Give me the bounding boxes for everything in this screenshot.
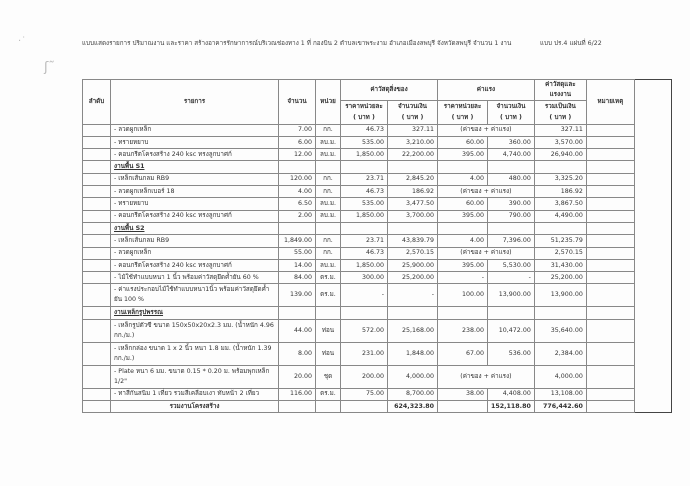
material-amount: 327.11 [388, 124, 438, 136]
material-amount: 25,200.00 [388, 272, 438, 284]
empty-cell [586, 307, 634, 319]
qty-cell: 7.00 [279, 124, 316, 136]
table-row [83, 284, 672, 307]
seq-cell [83, 149, 111, 161]
material-amount: 4,000.00 [388, 365, 438, 388]
material-amount: 186.92 [388, 186, 438, 198]
material-amount: 1,848.00 [388, 342, 438, 365]
qty-cell: 12.00 [279, 149, 316, 161]
seq-cell [83, 186, 111, 198]
qty-cell: 2.00 [279, 210, 316, 222]
row-total: 4,490.00 [534, 210, 586, 222]
remark-cell [586, 186, 634, 198]
item-description: - คอนกรีตโครงสร้าง 240 ksc ทรงลูกบาศก์ [111, 259, 279, 271]
row-total: 4,000.00 [534, 365, 586, 388]
section-row [83, 222, 672, 234]
labor-amount: 4,408.00 [488, 388, 535, 400]
remark-cell [586, 272, 634, 284]
unit-cell: ตร.ม. [316, 284, 341, 307]
empty-cell [388, 161, 438, 173]
remark-cell [586, 247, 634, 259]
qty-cell: 8.00 [279, 342, 316, 365]
material-unit-price: 535.00 [341, 198, 388, 210]
seq-cell [83, 342, 111, 365]
material-amount: - [388, 284, 438, 307]
row-total: 31,430.00 [534, 259, 586, 271]
seq-cell [83, 136, 111, 148]
empty-cell [341, 222, 388, 234]
seq-cell [83, 272, 111, 284]
remark-cell [586, 388, 634, 400]
row-total: 2,570.15 [534, 247, 586, 259]
empty-cell [438, 222, 488, 234]
empty-cell [316, 222, 341, 234]
grand-total: 776,442.60 [534, 401, 586, 413]
empty-cell [438, 161, 488, 173]
row-total: 327.11 [534, 124, 586, 136]
item-description: - เหล็กเส้นกลม RB9 [111, 235, 279, 247]
labor-amount: - [488, 272, 535, 284]
qty-cell: 139.00 [279, 284, 316, 307]
empty-cell [279, 222, 316, 234]
qty-cell: 84.00 [279, 272, 316, 284]
labor-amount: 390.00 [488, 198, 535, 210]
seq-cell [83, 198, 111, 210]
material-unit-price: 46.73 [341, 124, 388, 136]
remark-cell [586, 319, 634, 342]
remark-cell [586, 235, 634, 247]
unit-cell: กก. [316, 247, 341, 259]
item-description: - เหล็กกล่อง ขนาด 1 x 2 นิ้ว หนา 1.8 มม. (น้ำหนัก 1.39 กก./ม.) [111, 342, 279, 365]
combined-note: (ค่าของ + ค่าแรง) [438, 124, 535, 136]
remark-cell [586, 149, 634, 161]
row-total: 26,940.00 [534, 149, 586, 161]
labor-unit-price: 60.00 [438, 136, 488, 148]
labor-amount: 7,396.00 [488, 235, 535, 247]
table-row [83, 235, 672, 247]
item-description: - ลวดผูกเหล็กเบอร์ 18 [111, 186, 279, 198]
material-unit-price: 23.71 [341, 173, 388, 185]
qty-cell: 14.00 [279, 259, 316, 271]
document-title: แบบแสดงรายการ ปริมาณงาน และราคา สร้างอาคารรักษาการณ์บริเวณช่องทาง 1 ที่ กองบิน 2 ตำบลเขาพระงาม อำเภอเมืองลพบุรี จังหวัดลพบุรี จำนวน 1 งาน [82, 40, 512, 47]
unit-cell: กก. [316, 173, 341, 185]
seq-cell [83, 259, 111, 271]
form-reference: แบบ ปร.4 แผ่นที่ 6/22 [540, 40, 602, 47]
labor-unit-price: 395.00 [438, 149, 488, 161]
unit-cell: ลบ.ม. [316, 210, 341, 222]
labor-amount: 536.00 [488, 342, 535, 365]
header-labor: ค่าแรง [438, 80, 535, 101]
seq-cell [83, 319, 111, 342]
seq-cell [83, 210, 111, 222]
header-total-group: ค่าวัสดุและแรงงาน [534, 80, 586, 101]
unit-cell: ลบ.ม. [316, 136, 341, 148]
material-amount: 22,200.00 [388, 149, 438, 161]
empty-cell [316, 161, 341, 173]
combined-note: (ค่าของ + ค่าแรง) [438, 365, 535, 388]
material-unit-price: 300.00 [341, 272, 388, 284]
qty-cell: 44.00 [279, 319, 316, 342]
scan-artifact: ʃ˜ [44, 60, 55, 75]
empty-cell [438, 307, 488, 319]
labor-unit-price: 60.00 [438, 198, 488, 210]
item-description: - คอนกรีตโครงสร้าง 240 ksc ทรงลูกบาศก์ [111, 210, 279, 222]
item-description: - ค่าแรงประกอบไม้ใช้ทำแบบหนา1นิ้ว พร้อมค่าวัสดุยึดค้ำยัน 100 % [111, 284, 279, 307]
labor-amount: 480.00 [488, 173, 535, 185]
header-remark: หมายเหตุ [586, 80, 634, 125]
unit-cell: ลบ.ม. [316, 259, 341, 271]
table-row [83, 259, 672, 271]
item-description: - ลวดผูกเหล็ก [111, 247, 279, 259]
material-amount: 2,570.15 [388, 247, 438, 259]
qty-cell: 6.00 [279, 136, 316, 148]
table-row [83, 365, 672, 388]
row-total: 13,900.00 [534, 284, 586, 307]
labor-amount: 4,740.00 [488, 149, 535, 161]
section-title: งานพื้น S1 [111, 161, 279, 173]
seq-cell [83, 124, 111, 136]
labor-unit-price: 395.00 [438, 210, 488, 222]
header-baht: ( บาท ) [488, 112, 535, 124]
table-row [83, 173, 672, 185]
material-unit-price: 23.71 [341, 235, 388, 247]
remark-cell [586, 173, 634, 185]
seq-cell [83, 222, 111, 234]
empty-cell [586, 161, 634, 173]
item-description: - ลวดผูกเหล็ก [111, 124, 279, 136]
material-amount: 3,700.00 [388, 210, 438, 222]
remark-cell [586, 342, 634, 365]
unit-cell: ท่อน [316, 319, 341, 342]
remark-cell [586, 365, 634, 388]
row-total: 186.92 [534, 186, 586, 198]
seq-cell [83, 388, 111, 400]
seq-cell [83, 307, 111, 319]
labor-amount: 790.00 [488, 210, 535, 222]
unit-cell: ตร.ม. [316, 388, 341, 400]
table-row [83, 124, 672, 136]
table-row [83, 186, 672, 198]
empty-cell [534, 222, 586, 234]
item-description: - ไม้ใช้ทำแบบหนา 1 นิ้ว พร้อมค่าวัสดุยึดค้ำยัน 60 % [111, 272, 279, 284]
table-row [83, 272, 672, 284]
header-labor-amount: จำนวนเงิน [488, 101, 535, 113]
unit-cell: ตร.ม. [316, 272, 341, 284]
header-item: รายการ [111, 80, 279, 125]
seq-cell [83, 365, 111, 388]
item-description: - เหล็กรูปตัวซี ขนาด 150x50x20x2.3 มม. (น้ำหนัก 4.96 กก./ม.) [111, 319, 279, 342]
header-material: ค่าวัสดุสิ่งของ [341, 80, 438, 101]
empty-cell [341, 161, 388, 173]
labor-unit-price: 67.00 [438, 342, 488, 365]
total-label: รวมงานโครงสร้าง [111, 401, 279, 413]
empty-cell [388, 222, 438, 234]
unit-cell: ท่อน [316, 342, 341, 365]
remark-cell [586, 124, 634, 136]
header-material-unit-price: ราคาหน่วยละ [341, 101, 388, 113]
qty-cell: 116.00 [279, 388, 316, 400]
material-unit-price: 46.73 [341, 186, 388, 198]
empty-cell [279, 161, 316, 173]
header-material-amount: จำนวนเงิน [388, 101, 438, 113]
empty-cell [534, 307, 586, 319]
labor-unit-price: 4.00 [438, 235, 488, 247]
table-row [83, 388, 672, 400]
seq-cell [83, 235, 111, 247]
material-amount: 43,839.79 [388, 235, 438, 247]
row-total: 13,108.00 [534, 388, 586, 400]
remark-cell [586, 136, 634, 148]
material-unit-price: 46.73 [341, 247, 388, 259]
unit-cell: กก. [316, 186, 341, 198]
material-unit-price: 572.00 [341, 319, 388, 342]
row-total: 3,325.20 [534, 173, 586, 185]
section-row [83, 161, 672, 173]
header-baht: ( บาท ) [438, 112, 488, 124]
total-material-amount: 624,323.80 [388, 401, 438, 413]
labor-unit-price: 4.00 [438, 173, 488, 185]
table-row [83, 247, 672, 259]
empty-cell [316, 307, 341, 319]
qty-cell: 6.50 [279, 198, 316, 210]
row-total: 51,235.79 [534, 235, 586, 247]
scan-artifact: ·˙ [18, 36, 27, 47]
labor-unit-price: 38.00 [438, 388, 488, 400]
table-row [83, 319, 672, 342]
seq-cell [83, 284, 111, 307]
empty-cell [488, 307, 535, 319]
material-unit-price: - [341, 284, 388, 307]
total-labor-amount: 152,118.80 [488, 401, 535, 413]
table-row [83, 149, 672, 161]
combined-note: (ค่าของ + ค่าแรง) [438, 247, 535, 259]
remark-cell [586, 259, 634, 271]
unit-cell: ชุด [316, 365, 341, 388]
qty-cell: 4.00 [279, 186, 316, 198]
empty-cell [534, 161, 586, 173]
unit-cell: กก. [316, 235, 341, 247]
item-description: - Plate หนา 6 มม. ขนาด 0.15 * 0.20 ม. พร้อมพุกเหล็ก 1/2" [111, 365, 279, 388]
empty-cell [488, 222, 535, 234]
labor-amount: 10,472.00 [488, 319, 535, 342]
bill-of-quantities-table [82, 79, 672, 413]
row-total: 3,570.00 [534, 136, 586, 148]
item-description: - ทรายหยาบ [111, 198, 279, 210]
unit-cell: กก. [316, 124, 341, 136]
remark-cell [586, 284, 634, 307]
section-title: งานเหล็กรูปพรรณ [111, 307, 279, 319]
remark-cell [586, 198, 634, 210]
qty-cell: 120.00 [279, 173, 316, 185]
material-amount: 25,168.00 [388, 319, 438, 342]
header-baht: ( บาท ) [534, 112, 586, 124]
item-description: - ทรายหยาบ [111, 136, 279, 148]
material-amount: 2,845.20 [388, 173, 438, 185]
seq-cell [83, 161, 111, 173]
section-row [83, 307, 672, 319]
material-unit-price: 1,850.00 [341, 259, 388, 271]
qty-cell: 20.00 [279, 365, 316, 388]
row-total: 2,384.00 [534, 342, 586, 365]
material-amount: 25,900.00 [388, 259, 438, 271]
table-row [83, 342, 672, 365]
labor-amount: 5,530.00 [488, 259, 535, 271]
empty-cell [586, 222, 634, 234]
seq-cell [83, 173, 111, 185]
qty-cell: 1,849.00 [279, 235, 316, 247]
empty-cell [388, 307, 438, 319]
item-description: - ทาสีกันสนิม 1 เที่ยว รวมสีเคลือบเงา ทับหน้า 2 เที่ยว [111, 388, 279, 400]
material-amount: 3,210.00 [388, 136, 438, 148]
item-description: - คอนกรีตโครงสร้าง 240 ksc ทรงลูกบาศก์ [111, 149, 279, 161]
table-row [83, 198, 672, 210]
header-baht: ( บาท ) [388, 112, 438, 124]
labor-unit-price: - [438, 272, 488, 284]
material-amount: 8,700.00 [388, 388, 438, 400]
material-unit-price: 231.00 [341, 342, 388, 365]
row-total: 35,640.00 [534, 319, 586, 342]
combined-note: (ค่าของ + ค่าแรง) [438, 186, 535, 198]
empty-cell [279, 307, 316, 319]
table-row [83, 136, 672, 148]
section-title: งานพื้น S2 [111, 222, 279, 234]
total-row [83, 401, 672, 413]
remark-cell [586, 210, 634, 222]
row-total: 25,200.00 [534, 272, 586, 284]
row-total: 3,867.50 [534, 198, 586, 210]
material-amount: 3,477.50 [388, 198, 438, 210]
qty-cell: 55.00 [279, 247, 316, 259]
labor-unit-price: 238.00 [438, 319, 488, 342]
material-unit-price: 200.00 [341, 365, 388, 388]
empty-cell [488, 161, 535, 173]
unit-cell: ลบ.ม. [316, 198, 341, 210]
header-baht: ( บาท ) [341, 112, 388, 124]
header-unit: หน่วย [316, 80, 341, 125]
material-unit-price: 1,850.00 [341, 149, 388, 161]
header-sum-total: รวมเป็นเงิน [534, 101, 586, 113]
seq-cell [83, 247, 111, 259]
unit-cell: ลบ.ม. [316, 149, 341, 161]
material-unit-price: 535.00 [341, 136, 388, 148]
table-row [83, 210, 672, 222]
header-qty: จำนวน [279, 80, 316, 125]
labor-unit-price: 395.00 [438, 259, 488, 271]
material-unit-price: 75.00 [341, 388, 388, 400]
labor-amount: 13,900.00 [488, 284, 535, 307]
header-seq: ลำดับ [83, 80, 111, 125]
labor-unit-price: 100.00 [438, 284, 488, 307]
item-description: - เหล็กเส้นกลม RB9 [111, 173, 279, 185]
header-labor-unit-price: ราคาหน่วยละ [438, 101, 488, 113]
labor-amount: 360.00 [488, 136, 535, 148]
empty-cell [341, 307, 388, 319]
material-unit-price: 1,850.00 [341, 210, 388, 222]
